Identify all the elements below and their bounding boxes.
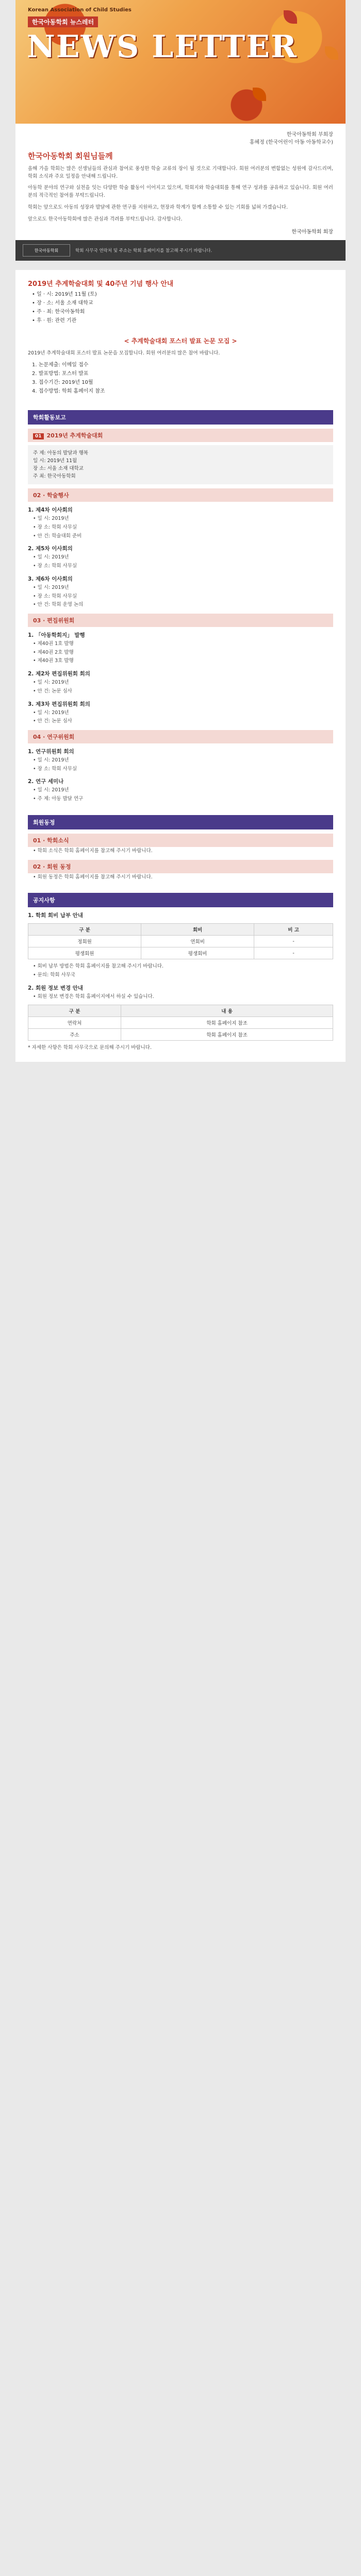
event-details [15, 290, 346, 328]
subsection-header: 01 · 학회소식 [28, 834, 333, 847]
newsletter-subtitle: 한국아동학회 뉴스레터 [28, 16, 98, 27]
item-line: • 안 건: 학술대회 준비 [33, 533, 82, 539]
item-title: 1. 제4차 이사회의 [28, 507, 73, 514]
section-header: 공지사항 [28, 893, 333, 907]
table-row: 연락처 학회 홈페이지 참조 [28, 1016, 333, 1028]
program-box [28, 445, 333, 485]
poster-item: 3. 접수기간: 2019년 10월 [32, 379, 93, 385]
item-line: • 회원 정보 변경은 학회 홈페이지에서 하실 수 있습니다. [33, 993, 154, 999]
org-name-en: Korean Association of Child Studies [28, 7, 132, 13]
item-line: • 제40권 2호 발행 [33, 649, 74, 655]
item-line: • 일 시: 2019년 [33, 516, 69, 522]
signature: 한국아동학회 회장 [291, 229, 333, 235]
item-line: • 학회 소식은 학회 홈페이지를 참고해 주시기 바랍니다. [33, 848, 153, 854]
header-banner [15, 0, 346, 124]
org-logo: 한국아동학회 [23, 244, 70, 257]
table-row: 평생회원 평생회비 - [28, 947, 333, 959]
final-note: * 자세한 사항은 학회 사무국으로 문의해 주시기 바랍니다. [28, 1044, 152, 1050]
section-header: 학회활동보고 [28, 410, 333, 425]
subsection-header: 03 · 편집위원회 [28, 614, 333, 627]
item-line: • 일 시: 2019년 [33, 680, 69, 686]
item-line: • 일 시: 2019년 [33, 554, 69, 561]
author-line: 한국아동학회 부회장 [286, 132, 333, 138]
poster-item: 4. 접수방법: 학회 홈페이지 참조 [32, 388, 105, 394]
item-title: 2. 제2차 편집위원회 회의 [28, 671, 90, 677]
item-line: • 주 제: 아동 발달 연구 [33, 796, 84, 802]
table-header: 내 용 [121, 1005, 333, 1016]
item-line: • 안 건: 논문 심사 [33, 718, 72, 724]
subsection-header: 04 · 연구위원회 [28, 730, 333, 743]
item-title: 3. 제6차 이사회의 [28, 575, 73, 582]
greeting-paragraph: 아동학 분야의 연구와 실천을 잇는 다양한 학술 활동이 이어지고 있으며, 학회지와 학술대회를 통해 연구 성과를 공유하고 있습니다. 회원 여러분의 적극적인 참여를 부탁드립니다. [28, 185, 333, 199]
table-header: 구 분 [28, 1005, 121, 1016]
program-row: 일 시: 2019년 11월 [33, 457, 77, 464]
item-line: • 제40권 1호 발행 [33, 641, 74, 647]
leaf-icon [253, 88, 266, 101]
subsection-header: 02 · 회원 동정 [28, 860, 333, 873]
table-row: 정회원 연회비 - [28, 936, 333, 947]
greeting-paragraph: 앞으로도 한국아동학회에 많은 관심과 격려를 부탁드립니다. 감사합니다. [28, 216, 183, 222]
event-detail: • 후 · 원: 관련 기관 [32, 318, 77, 324]
item-title: 2. 제5차 이사회의 [28, 546, 73, 552]
number-badge: 01 [33, 433, 44, 439]
newsletter-title: NEWS LETTER [27, 29, 298, 65]
greeting [15, 124, 346, 240]
event-detail: • 장 · 소: 서울 소재 대학교 [32, 300, 93, 307]
greeting-title: 한국아동학회 회원님들께 [28, 151, 113, 161]
poster-item: 1. 논문제출: 이메일 접수 [32, 362, 89, 368]
item-line: • 회원 동정은 학회 홈페이지를 참고해 주시기 바랍니다. [33, 874, 153, 880]
item-line: • 안 건: 논문 심사 [33, 688, 72, 694]
item-line: • 장 소: 학회 사무실 [33, 593, 77, 599]
event-card [15, 270, 346, 1061]
event-detail: • 주 · 최: 한국아동학회 [32, 309, 85, 315]
newsletter [15, 0, 346, 261]
table-header: 회비 [141, 924, 254, 936]
info-table [28, 1005, 333, 1041]
item-title: 1. 학회 회비 납부 안내 [28, 912, 84, 919]
item-title: 3. 제3차 편집위원회 회의 [28, 701, 90, 707]
item-line: • 일 시: 2019년 [33, 584, 69, 590]
item-line: • 제40권 3호 발행 [33, 658, 74, 664]
leaf-icon [284, 10, 297, 24]
program-row: 장 소: 서울 소재 대학교 [33, 465, 84, 471]
footer-text: 학회 사무국 연락처 및 주소는 학회 홈페이지를 참고해 주시기 바랍니다. [75, 248, 212, 254]
poster-items [15, 361, 346, 399]
item-line: • 안 건: 학회 운영 논의 [33, 602, 84, 608]
item-title: 2. 회원 정보 변경 안내 [28, 985, 84, 991]
author-line: 홍혜정 (한국어린이 아동 아동학교수) [249, 140, 333, 145]
item-title: 1. 「아동학회지」 발행 [28, 632, 85, 638]
poster-item: 2. 발표방법: 포스터 발표 [32, 370, 89, 377]
poster-title: < 추계학술대회 포스터 발표 논문 모집 > [124, 337, 237, 345]
table-header: 비 고 [254, 924, 333, 936]
section-header: 회원동정 [28, 815, 333, 829]
author-info [28, 131, 333, 146]
item-line: • 장 소: 학회 사무실 [33, 524, 77, 530]
item-title: 2. 연구 세미나 [28, 778, 64, 785]
leaf-icon [325, 46, 338, 60]
item-line: • 장 소: 학회 사무실 [33, 563, 77, 569]
subsection-header: 01 2019년 추계학술대회 [28, 429, 333, 442]
subsection-header: 02 · 학술행사 [28, 488, 333, 502]
item-line: • 문의: 학회 사무국 [33, 972, 76, 978]
table-header: 구 분 [28, 924, 141, 936]
table-row: 주소 학회 홈페이지 참조 [28, 1028, 333, 1040]
poster-text: 2019년 추계학술대회 포스터 발표 논문을 모집합니다. 회원 여러분의 많은 참여 바랍니다. [28, 350, 220, 357]
program-row: 주 제: 아동의 발달과 행복 [33, 450, 89, 456]
program-row: 주 최: 한국아동학회 [33, 473, 76, 480]
item-title: 1. 연구위원회 회의 [28, 749, 74, 755]
item-line: • 일 시: 2019년 [33, 757, 69, 764]
item-line: • 일 시: 2019년 [33, 787, 69, 793]
item-line: • 장 소: 학회 사무실 [33, 766, 77, 772]
event-detail: • 일 · 시: 2019년 11월 (토) [32, 292, 97, 298]
event-title: 2019년 추계학술대회 및 40주년 기념 행사 안내 [28, 280, 174, 289]
item-line: • 일 시: 2019년 [33, 709, 69, 716]
fee-table [28, 923, 333, 959]
footer-bar [15, 240, 346, 261]
greeting-paragraph: 학회는 앞으로도 아동의 성장과 발달에 관한 연구를 지원하고, 현장과 학계가 함께 소통할 수 있는 기회를 넓혀 가겠습니다. [28, 204, 288, 210]
greeting-paragraph: 올해 가을 학회는 많은 선생님들의 관심과 참여로 풍성한 학술 교류의 장이 될 것으로 기대합니다. 회원 여러분의 변함없는 성원에 감사드리며, 학회 소식과 주요 일정을 안내해 드립니다. [28, 166, 333, 179]
item-line: • 회비 납부 방법은 학회 홈페이지를 참고해 주시기 바랍니다. [33, 963, 164, 970]
